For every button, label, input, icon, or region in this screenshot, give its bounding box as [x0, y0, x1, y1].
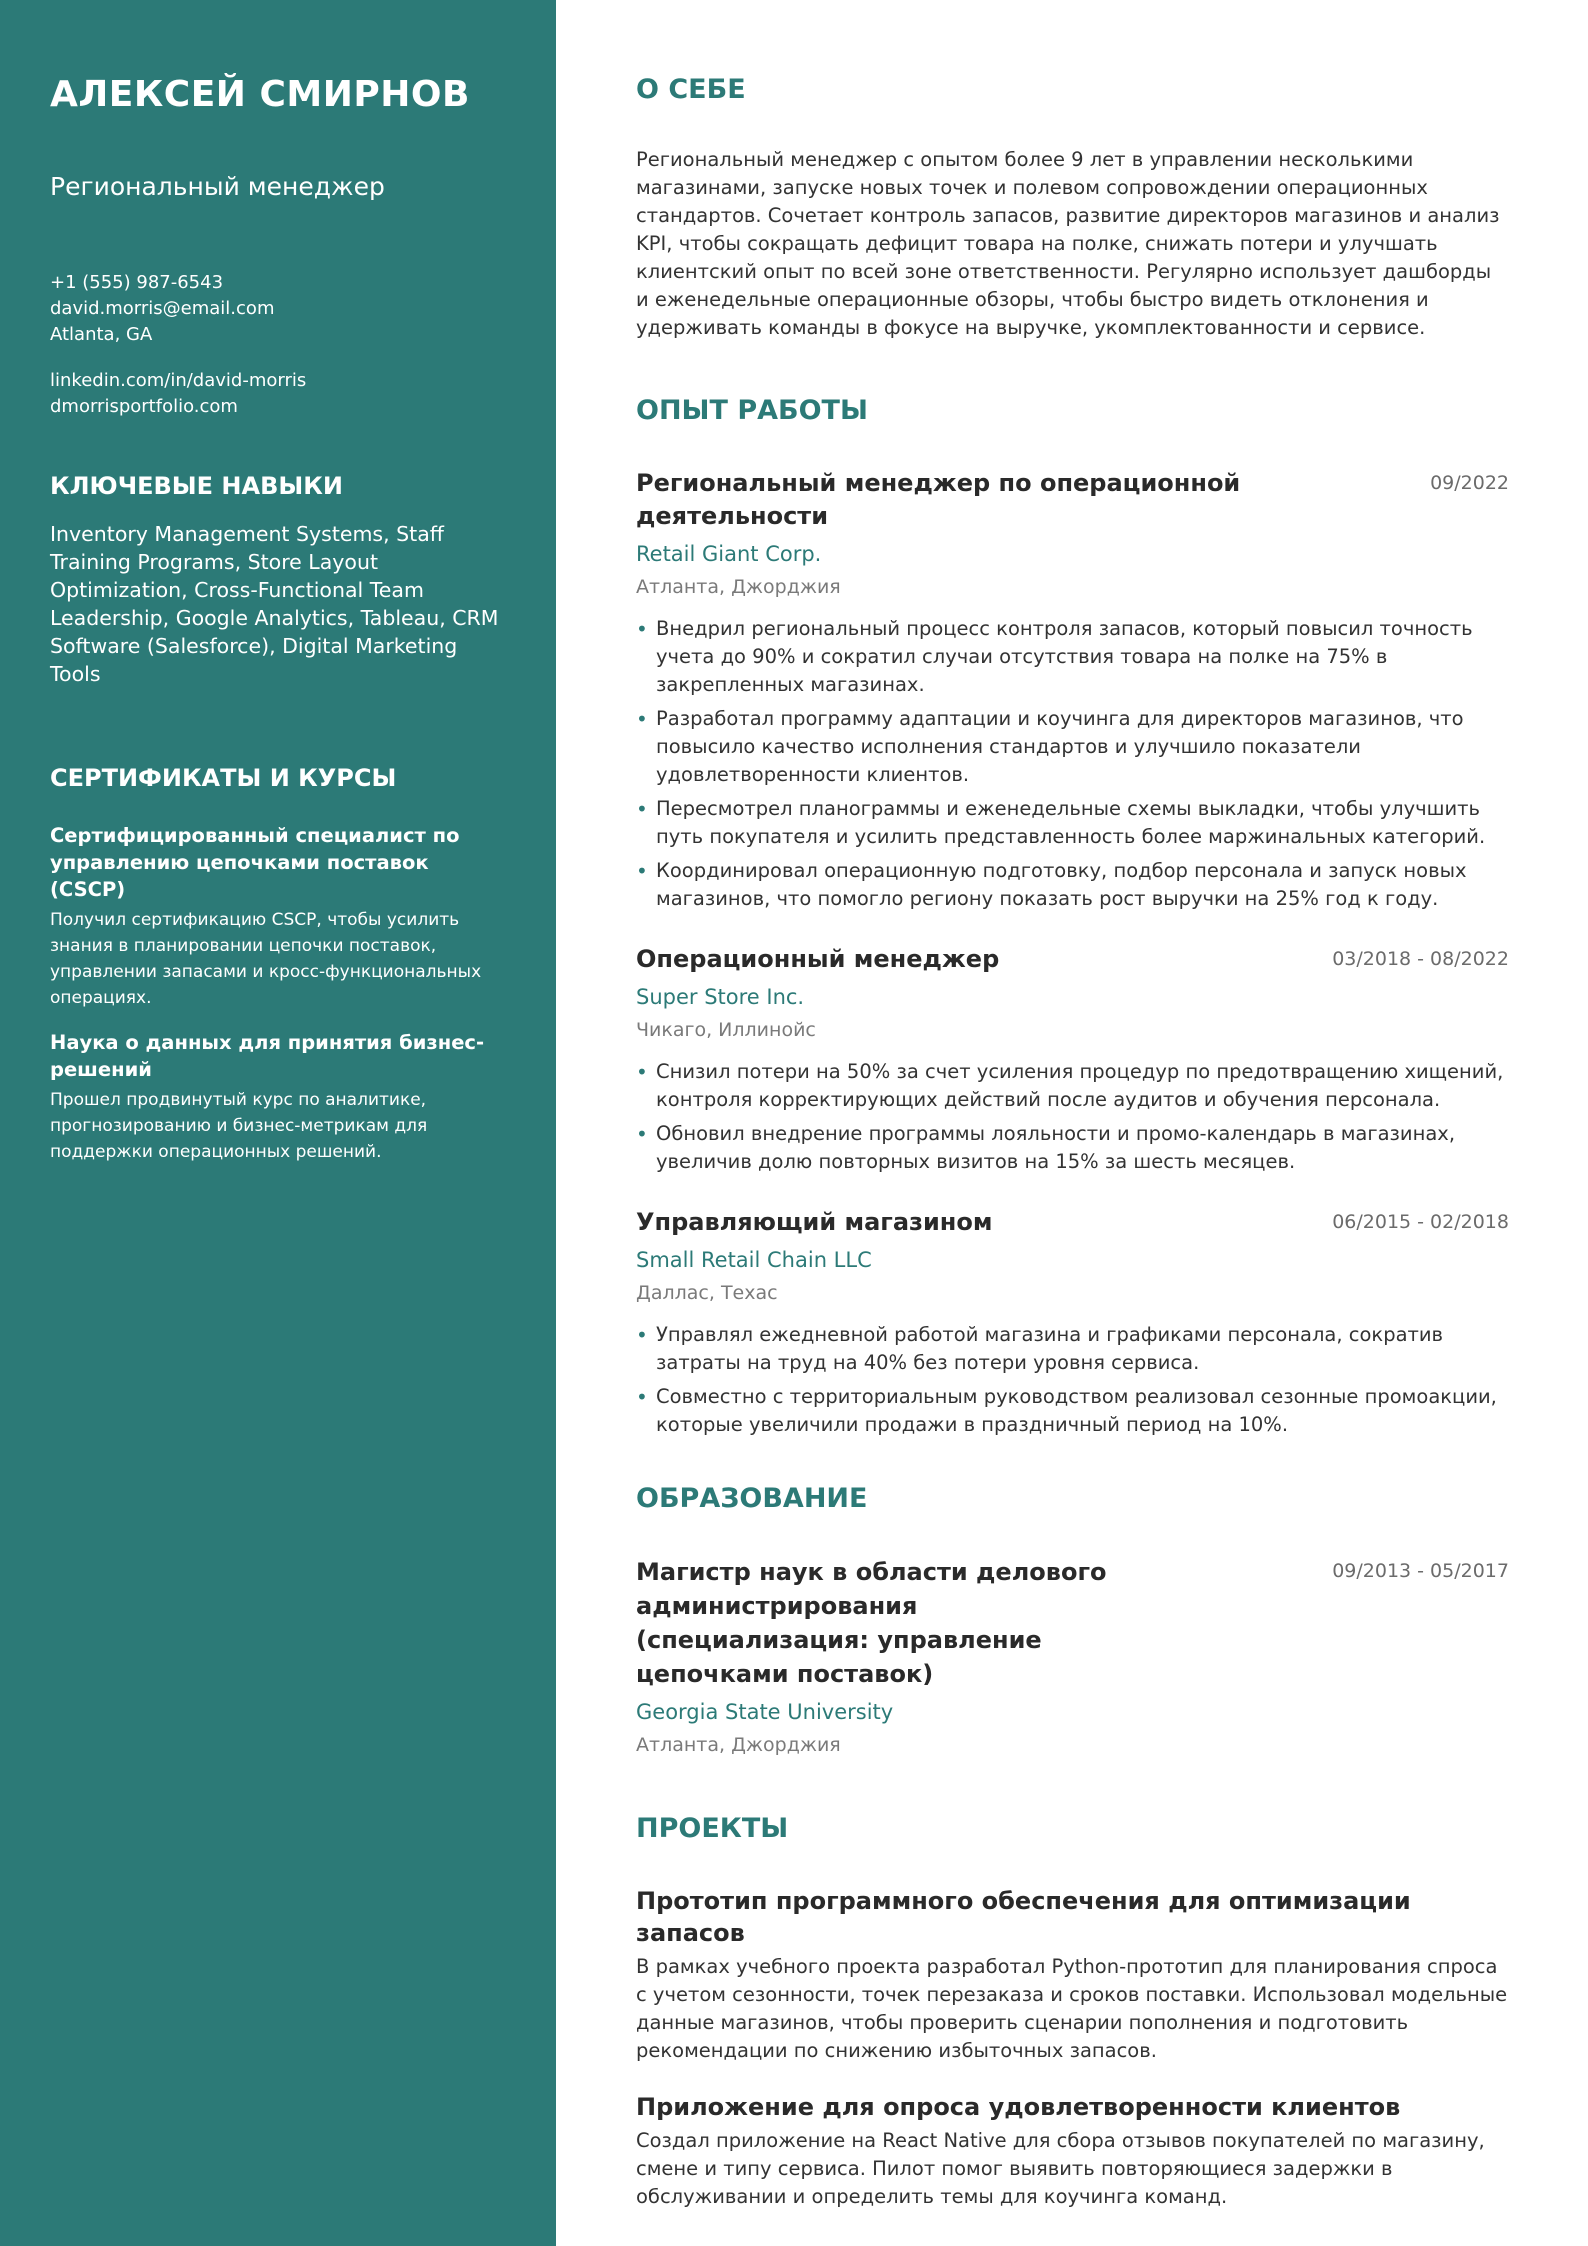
project-title: Приложение для опроса удовлетворенности клиентов	[636, 2093, 1401, 2121]
school-name: Georgia State University	[636, 1700, 894, 1724]
job-header	[636, 943, 1509, 976]
bullet-icon: •	[636, 617, 648, 641]
project-item	[636, 1885, 1509, 2065]
bullet-item	[636, 1058, 1509, 1114]
certs-heading: СЕРТИФИКАТЫ И КУРСЫ	[50, 764, 397, 792]
bullet-icon: •	[636, 1060, 648, 1084]
job-date: 03/2018 - 08/2022	[1332, 948, 1509, 970]
linkedin-link[interactable]: linkedin.com/in/david-morris	[50, 370, 307, 391]
cert-item	[50, 1029, 506, 1165]
bullet-icon: •	[636, 797, 648, 821]
bullet-text: Снизил потери на 50% за счет усиления процедур по предотвращению хищений, контроля корректирующих действий после аудитов и обучения персонала.	[656, 1060, 1504, 1111]
projects-heading: ПРОЕКТЫ	[636, 1813, 789, 1844]
bullet-item	[636, 705, 1509, 789]
bullet-item	[636, 615, 1509, 699]
job-entry	[636, 467, 1509, 913]
job-entry	[636, 943, 1509, 1176]
education-date: 09/2013 - 05/2017	[1332, 1560, 1509, 1582]
job-location: Даллас, Техас	[636, 1282, 778, 1304]
job-bullets	[636, 1321, 1509, 1439]
education-entry	[636, 1555, 1509, 1759]
bullet-text: Координировал операционную подготовку, подбор персонала и запуск новых магазинов, что помогло региону показать рост выручки на 25% год к году.	[656, 859, 1467, 910]
certs-list	[50, 822, 506, 1165]
bullet-icon: •	[636, 1122, 648, 1146]
job-location: Атланта, Джорджия	[636, 576, 841, 598]
project-item	[636, 2091, 1509, 2211]
company-name: Retail Giant Corp.	[636, 542, 822, 566]
candidate-role: Региональный менеджер	[50, 172, 385, 201]
about-text: Региональный менеджер с опытом более 9 лет в управлении несколькими магазинами, запуске новых точек и полевом сопровождении операционных стандартов. Сочетает контроль запасов, развитие директоров магазинов и анализ KPI, чтобы сокращать дефицит товара на полке, снижать потери и улучшать клиентский опыт по всей зоне ответственности. Регулярно использует дашборды и еженедельные операционные обзоры, чтобы быстро видеть отклонения и удерживать команды в фокусе на выручке, укомплектованности и сервисе.	[636, 148, 1500, 339]
job-bullets	[636, 1058, 1509, 1176]
job-header	[636, 467, 1509, 533]
bullet-item	[636, 795, 1509, 851]
job-title: Операционный менеджер	[636, 945, 1000, 973]
company-name: Super Store Inc.	[636, 985, 805, 1009]
about-heading: О СЕБЕ	[636, 74, 746, 105]
email-link[interactable]: david.morris@email.com	[50, 298, 275, 319]
cert-title: Наука о данных для принятия бизнес-решений	[50, 1031, 485, 1081]
bullet-text: Внедрил региональный процесс контроля запасов, который повысил точность учета до 90% и сократил случаи отсутствия товара на полке на 75% в закрепленных магазинах.	[656, 617, 1473, 696]
company-name: Small Retail Chain LLC	[636, 1248, 872, 1272]
cert-description: Получил сертификацию CSCP, чтобы усилить знания в планировании цепочки поставок, управлении запасами и кросс-функциональных операциях.	[50, 910, 482, 1008]
bullet-text: Обновил внедрение программы лояльности и промо-календарь в магазинах, увеличив долю повторных визитов на 15% за шесть месяцев.	[656, 1122, 1456, 1173]
project-title: Прототип программного обеспечения для оптимизации запасов	[636, 1887, 1411, 1947]
job-header	[636, 1206, 1509, 1239]
candidate-name: АЛЕКСЕЙ СМИРНОВ	[50, 74, 470, 115]
main-content	[636, 0, 1509, 2237]
sidebar	[0, 0, 556, 2246]
phone-number: +1 (555) 987-6543	[50, 272, 224, 293]
project-description: В рамках учебного проекта разработал Python-прототип для планирования спроса с учетом сезонности, точек перезаказа и сроков поставки. Использовал модельные данные магазинов, чтобы проверить сценарии пополнения и подготовить рекомендации по снижению избыточных запасов.	[636, 1955, 1508, 2062]
school-location: Атланта, Джорджия	[636, 1734, 841, 1756]
cert-description: Прошел продвинутый курс по аналитике, прогнозированию и бизнес-метрикам для поддержки операционных решений.	[50, 1090, 428, 1162]
education-heading: ОБРАЗОВАНИЕ	[636, 1483, 868, 1514]
bullet-item	[636, 1383, 1509, 1439]
cert-title: Сертифицированный специалист по управлению цепочками поставок (CSCP)	[50, 824, 460, 901]
bullet-icon: •	[636, 1385, 648, 1409]
bullet-item	[636, 1120, 1509, 1176]
bullet-text: Совместно с территориальным руководством реализовал сезонные промоакции, которые увеличили продажи в праздничный период на 10%.	[656, 1385, 1497, 1436]
job-date: 06/2015 - 02/2018	[1332, 1211, 1509, 1233]
education-header	[636, 1555, 1509, 1691]
job-entry	[636, 1206, 1509, 1439]
bullet-text: Управлял ежедневной работой магазина и графиками персонала, сократив затраты на труд на 40% без потери уровня сервиса.	[656, 1323, 1444, 1374]
bullet-text: Разработал программу адаптации и коучинга для директоров магазинов, что повысило качество исполнения стандартов и улучшило показатели удовлетворенности клиентов.	[656, 707, 1464, 786]
bullet-text: Пересмотрел планограммы и еженедельные схемы выкладки, чтобы улучшить путь покупателя и усилить представленность более маржинальных категорий.	[656, 797, 1486, 848]
bullet-icon: •	[636, 859, 648, 883]
location-text: Atlanta, GA	[50, 324, 153, 345]
contact-spacer	[50, 348, 506, 368]
job-title: Управляющий магазином	[636, 1208, 993, 1236]
experience-heading: ОПЫТ РАБОТЫ	[636, 395, 868, 426]
portfolio-link[interactable]: dmorrisportfolio.com	[50, 396, 238, 417]
job-location: Чикаго, Иллинойс	[636, 1019, 816, 1041]
project-description: Создал приложение на React Native для сбора отзывов покупателей по магазину, смене и типу сервиса. Пилот помог выявить повторяющиеся задержки в обслуживании и определить темы для коучинга команд.	[636, 2129, 1485, 2208]
skills-heading: КЛЮЧЕВЫЕ НАВЫКИ	[50, 472, 343, 500]
bullet-icon: •	[636, 707, 648, 731]
degree-title: Магистр наук в области делового администрирования (специализация: управление цепочками поставок)	[636, 1558, 1107, 1688]
cert-item	[50, 822, 506, 1011]
projects-list	[636, 1885, 1509, 2211]
job-title: Региональный менеджер по операционной деятельности	[636, 469, 1241, 530]
bullet-item	[636, 857, 1509, 913]
job-bullets	[636, 615, 1509, 913]
job-date: 09/2022	[1430, 472, 1509, 494]
skills-list: Inventory Management Systems, Staff Training Programs, Store Layout Optimization, Cross-Functional Team Leadership, Google Analytics, Tableau, CRM Software (Salesforce), Digital Marketing Tools	[50, 522, 499, 686]
contact-block	[50, 270, 506, 420]
bullet-item	[636, 1321, 1509, 1377]
bullet-icon: •	[636, 1323, 648, 1347]
